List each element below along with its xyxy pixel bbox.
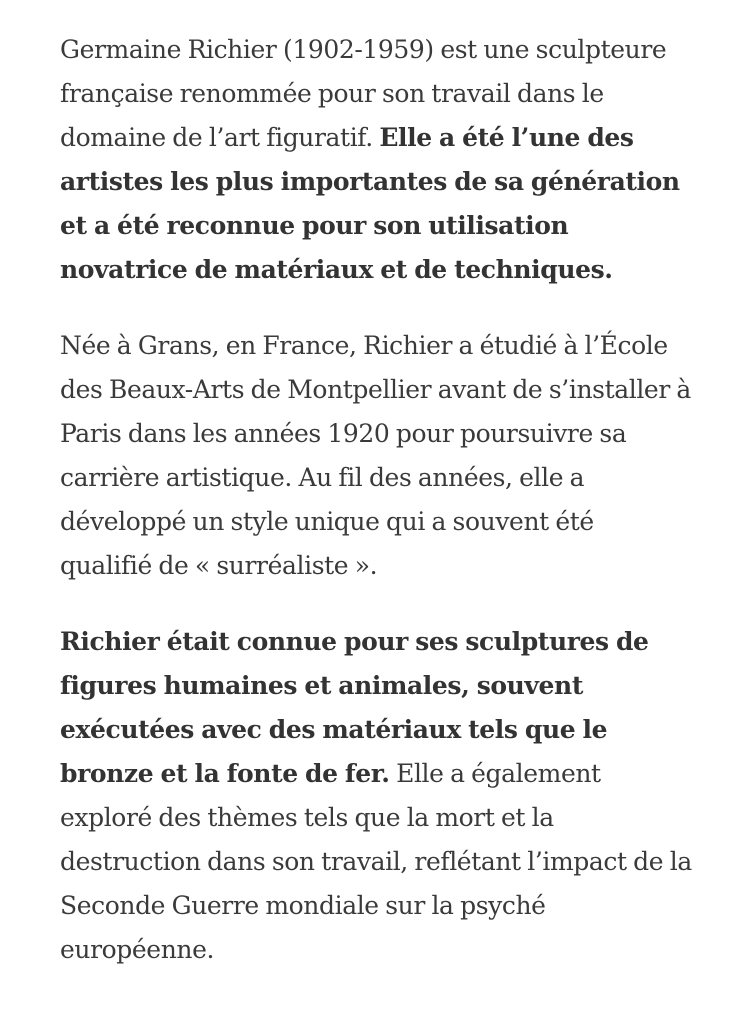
paragraph-works: [60, 620, 692, 972]
paragraph-text: Née à Grans, en France, Richier a étudié à l’École des Beaux-Arts de Montpellier avant de s’installer à Paris dans les années 1920 pour poursuivre sa carrière artistique. Au fil des années, elle a développé un style unique qui a souvent été qualifié de « surréaliste ».: [60, 331, 691, 580]
paragraph-highlight: Richier était connue pour ses sculptures de figures humaines et animales, souvent exécutées avec des matériaux tels que le bronze et la fonte de fer.: [60, 627, 649, 788]
paragraph-biography: [60, 324, 692, 588]
paragraph-text: Germaine Richier (1902-1959) est une sculpteure française renommée pour son travail dans le domaine de l’art figuratif.: [60, 35, 667, 152]
paragraph-text: Elle a également exploré des thèmes tels que la mort et la destruction dans son travail, reflétant l’impact de la Seconde Guerre mondiale sur la psyché européenne.: [60, 759, 692, 964]
paragraph-intro: [60, 28, 692, 292]
paragraph-highlight: Elle a été l’une des artistes les plus importantes de sa génération et a été reconnue pour son utilisation novatrice de matériaux et de techniques.: [60, 123, 680, 284]
